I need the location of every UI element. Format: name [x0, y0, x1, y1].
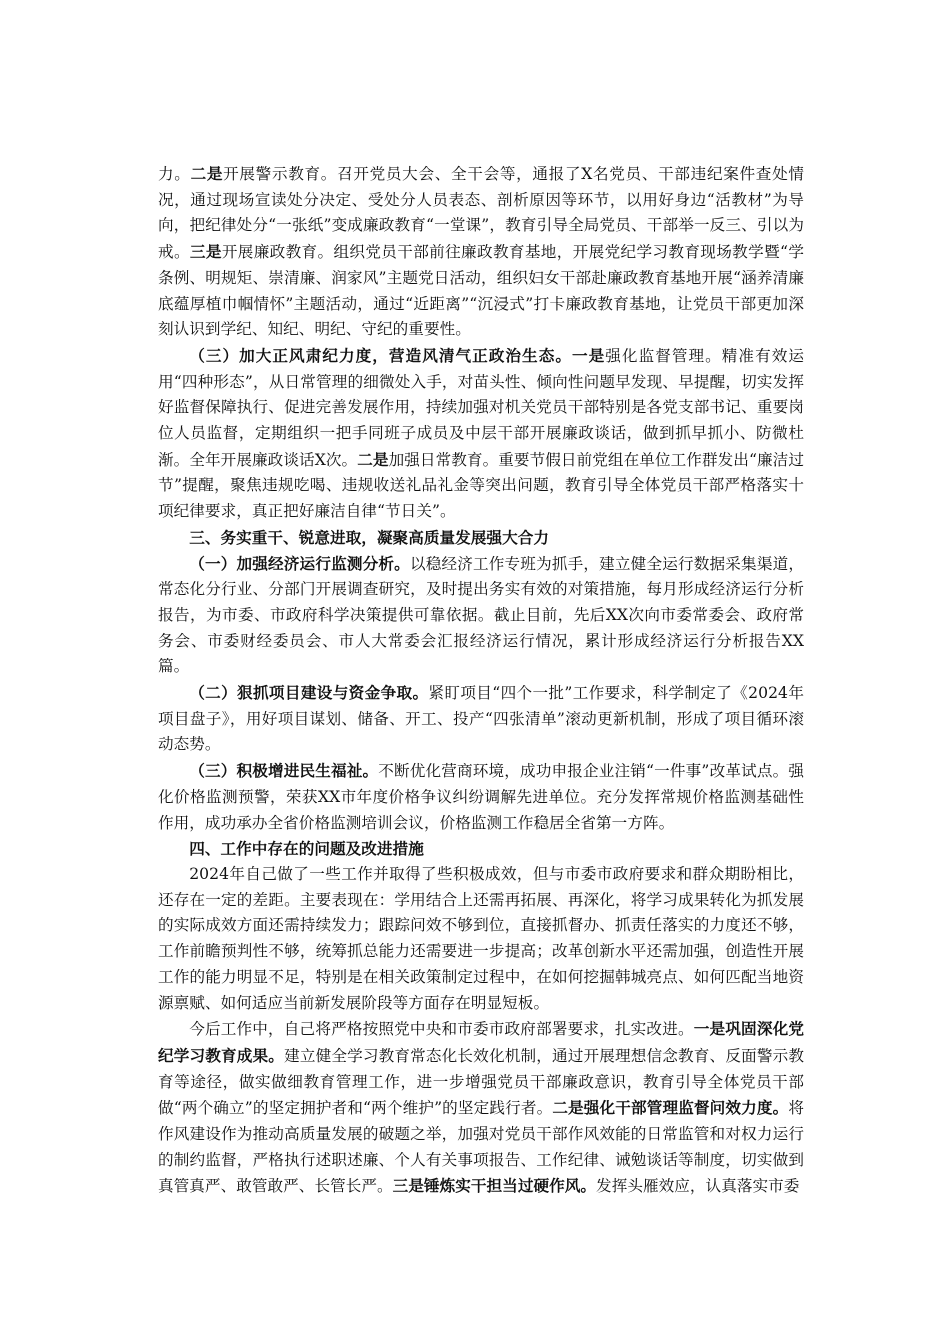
- text-run: 加强日常教育。重要节假日前党组在单位工作群发出“廉洁过节”提醒，聚焦违规吃喝、违规收送礼品礼金等突出问题，教育引导全体党员干部严格落实十项纪律要求，真正把好廉洁自律“节日关”。: [158, 450, 804, 521]
- bold-run: （三）加大正风肃纪力度，营造风清气正政治生态。: [189, 345, 572, 365]
- body-paragraph: [158, 343, 804, 525]
- text-run: 发挥头雁效应，认真落实市委: [596, 1177, 800, 1196]
- bold-run: （一）加强经济运行监测分析。: [189, 553, 410, 573]
- body-paragraph: [158, 551, 804, 681]
- text-run: 建立健全学习教育常态化长效化机制，通过开展理想信念教育、反面警示教育等途径，做实做细教育管理工作，进一步增强党员干部廉政意识，教育引导全体党员干部做“两个确立”的坚定拥护者和“两个维护”的坚定践行者。: [158, 1046, 804, 1118]
- text-run: 以稳经济工作专班为抓手，建立健全运行数据采集渠道，常态化分行业、分部门开展调查研究，及时提出务实有效的对策措施，每月形成经济运行分析报告，为市委、市政府科学决策提供可靠依据。截止目前，先后XX次向市委常委会、政府常务会、市委财经委员会、市人大常委会汇报经济运行情况，累计形成经济运行分析报告XX篇。: [158, 554, 804, 676]
- text-run: 开展警示教育。召开党员大会、全干会等，通报了X名党员、干部违纪案件查处情况，通过现场宣读处分决定、受处分人员表态、剖析原因等环节，以用好身边“活教材”为导向，把纪律处分“一张纸”变成廉政教育“一堂课”，教育引导全局党员、干部举一反三、引以为戒。: [158, 165, 804, 262]
- text-run: 紧盯项目“四个一批”工作要求，科学制定了《2024年项目盘子》，用好项目谋划、储备、开工、投产“四张清单”滚动更新机制，形成了项目循环滚动态势。: [158, 684, 804, 754]
- bold-run: （三）积极增进民生福祉。: [189, 761, 379, 781]
- bold-run: 二是: [357, 449, 389, 469]
- body-paragraph: [158, 862, 804, 1016]
- bold-run: 一是巩固深化党纪学习教育成果。: [158, 1019, 804, 1065]
- text-run: 力。: [158, 165, 191, 183]
- body-paragraph: [158, 680, 804, 758]
- text-run: 开展廉政教育。组织党员干部前往廉政教育基地，开展党纪学习教育现场教学暨“学条例、明规矩、崇清廉、润家风”主题党日活动，组织妇女干部赴廉政教育基地开展“涵养清廉底蕴厚植巾帼情怀”主题活动，通过“近距离”“沉浸式”打卡廉政教育基地，让党员干部更加深刻认识到学纪、知纪、明纪、守纪的重要性。: [158, 243, 804, 339]
- bold-run: 三是锤炼实干担当过硬作风。: [392, 1176, 597, 1196]
- text-run: 2024年自己做了一些工作并取得了些积极成效，但与市委市政府要求和群众期盼相比，还存在一定的差距。主要表现在：学用结合上还需再拓展、再深化，将学习成果转化为抓发展的实际成效方面还需持续发力；跟踪问效不够到位，直接抓督办、抓责任落实的力度还不够，工作前瞻预判性不够，统筹抓总能力还需要进一步提高；改革创新水平还需加强，创造性开展工作的能力明显不足，特别是在相关政策制定过程中，在如何挖掘韩城亮点、如何匹配当地资源禀赋、如何适应当前新发展阶段等方面存在明显短板。: [158, 864, 804, 1012]
- text-run: 将作风建设作为推动高质量发展的破题之举，加强对党员干部作风效能的日常监管和对权力运行的制约监督，严格执行述职述廉、个人有关事项报告、工作纪律、诫勉谈话等制度，切实做到真管真严、敢管敢严、长管长严。: [158, 1099, 804, 1196]
- bold-run: 四、工作中存在的问题及改进措施: [189, 839, 424, 859]
- body-paragraph: [158, 1016, 804, 1200]
- bold-run: 一是: [571, 345, 606, 365]
- text-run: 今后工作中，自己将严格按照党中央和市委市政府部署要求，扎实改进。: [189, 1020, 694, 1039]
- bold-run: 二是强化干部管理监督问效力度。: [552, 1098, 789, 1118]
- bold-run: 三是: [189, 242, 222, 262]
- bold-run: 三、务实重干、锐意进取，凝聚高质量发展强大合力: [189, 527, 549, 547]
- body-paragraph: [158, 758, 804, 836]
- document-body: [158, 161, 804, 1200]
- section-heading: [158, 836, 804, 862]
- bold-run: 二是: [190, 164, 224, 183]
- section-heading: [158, 525, 804, 551]
- text-run: 不断优化营商环境，成功申报企业注销“一件事”改革试点。强化价格监测预警，荣获XX市年度价格争议纠纷调解先进单位。充分发挥常规价格监测基础性作用，成功承办全省价格监测培训会议，价格监测工作稳居全省第一方阵。: [158, 762, 804, 832]
- bold-run: （二）狠抓项目建设与资金争取。: [189, 683, 429, 703]
- text-run: 强化监督管理。精准有效运用“四种形态”，从日常管理的细微处入手，对苗头性、倾向性问题早发现、早提醒，切实发挥好监督保障执行、促进完善发展作用，持续加强对机关党员干部特别是各党支部书记、重要岗位人员监督，定期组织一把手同班子成员及中层干部开展廉政谈话，做到抓早抓小、防微杜渐。全年开展廉政谈话X次。: [158, 346, 804, 469]
- body-paragraph: [158, 161, 804, 343]
